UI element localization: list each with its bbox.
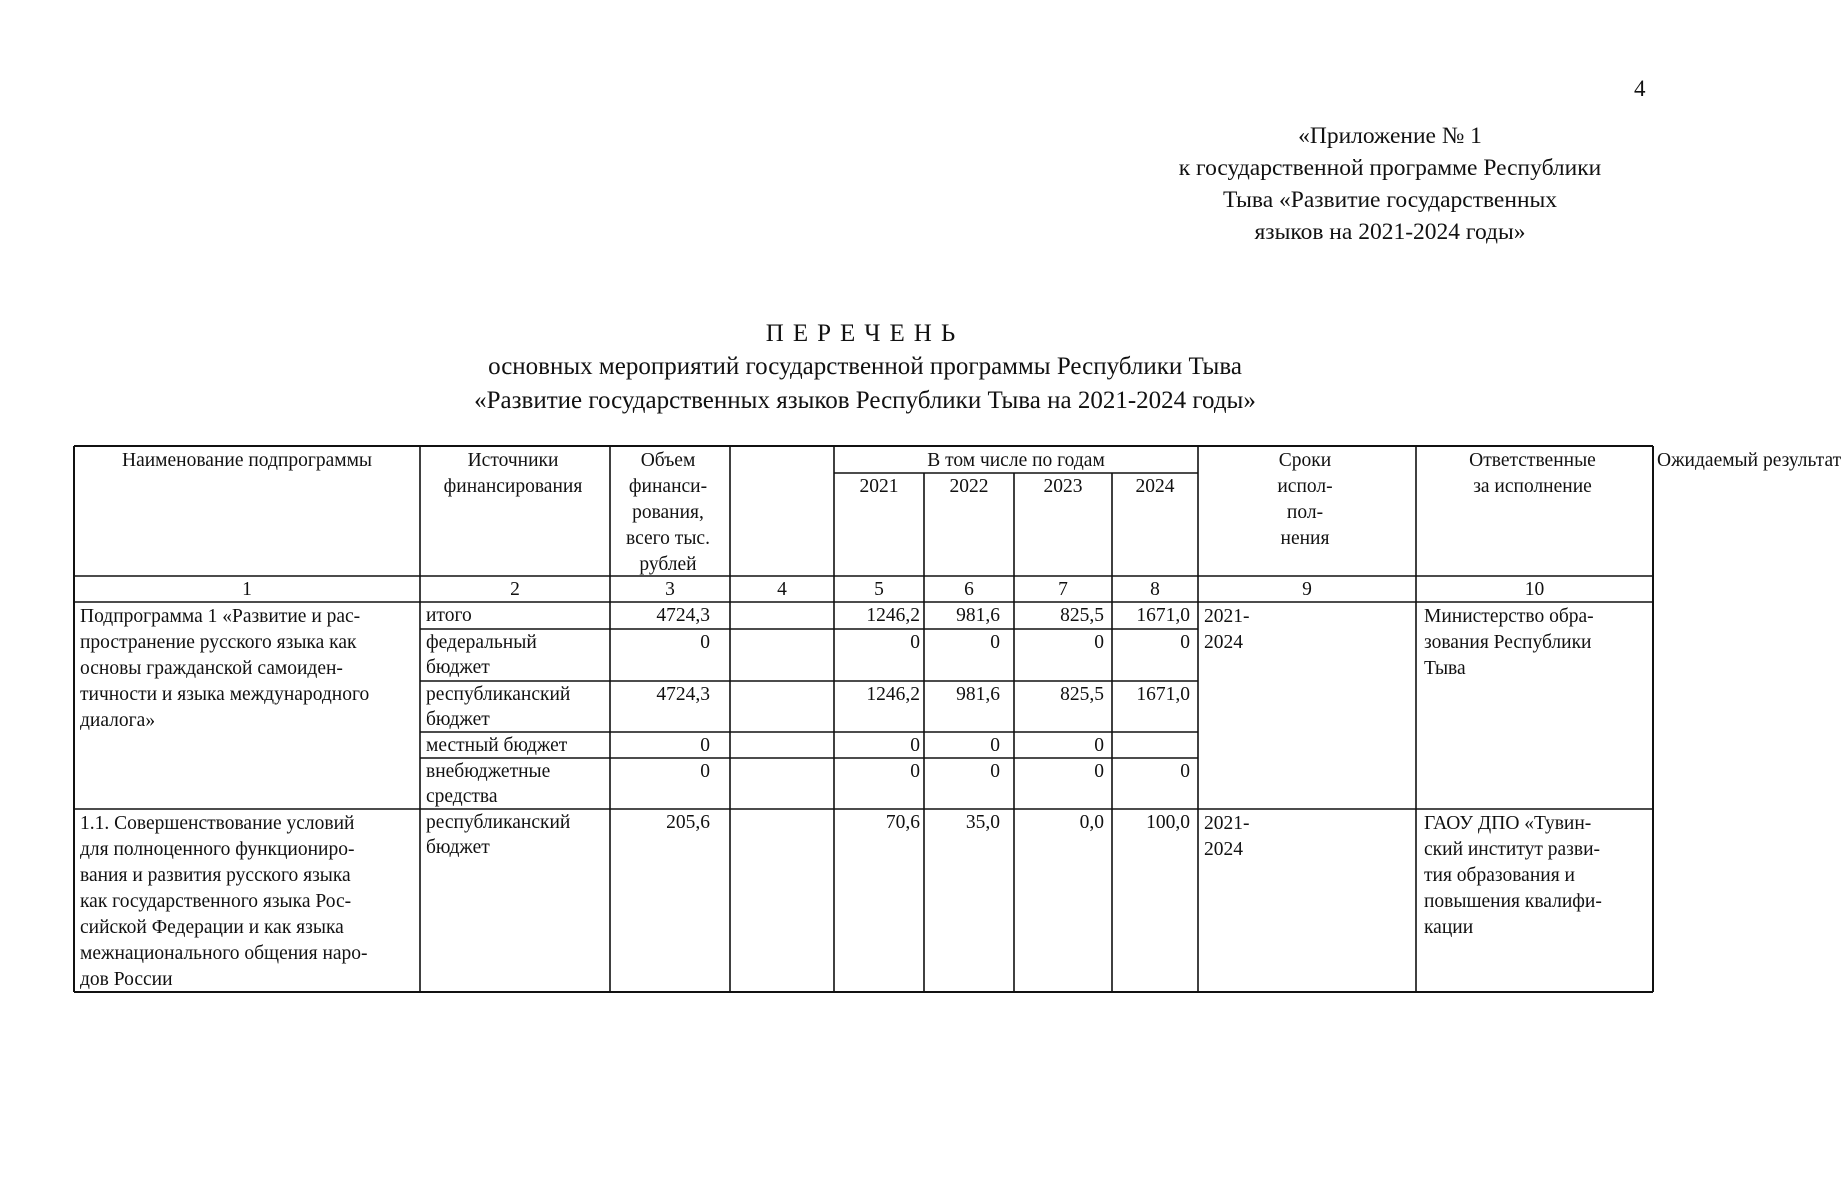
appendix-line: к государственной программе Республики: [1178, 155, 1602, 181]
row-term-line: 2021-: [1204, 606, 1250, 627]
financing-source: бюджет: [426, 837, 490, 858]
appendix-block: [1120, 120, 1660, 248]
header-volume: рублей: [639, 554, 697, 575]
financing-2022: 0: [990, 761, 1000, 782]
financing-2024: 1671,0: [1136, 605, 1190, 626]
header-year: 2024: [1135, 476, 1175, 497]
financing-total: 0: [700, 632, 710, 653]
header-volume: Объем: [640, 450, 696, 471]
column-number: 4: [777, 579, 787, 600]
page-number: 4: [1634, 76, 1646, 101]
financing-source: бюджет: [426, 709, 490, 730]
financing-source: республиканский: [426, 684, 571, 705]
appendix-line: Тыва «Развитие государственных: [1222, 187, 1558, 213]
header-result: Ожидаемый результат: [1657, 450, 1841, 471]
header-terms: Сроки: [1278, 450, 1332, 471]
financing-source: внебюджетные: [426, 761, 551, 782]
row-name-line: тичности и языка международного: [80, 684, 370, 705]
appendix-line: «Приложение № 1: [1298, 123, 1482, 149]
row-responsible-line: тия образования и: [1424, 865, 1575, 886]
financing-2022: 981,6: [956, 684, 1000, 705]
financing-2023: 0: [1094, 735, 1104, 756]
financing-2021: 1246,2: [866, 605, 920, 626]
financing-2023: 0: [1094, 632, 1104, 653]
row-term-line: 2024: [1204, 632, 1243, 653]
row-name-line: вания и развития русского языка: [80, 865, 351, 886]
financing-2022: 0: [990, 735, 1000, 756]
financing-source: итого: [426, 605, 472, 626]
financing-2021: 0: [910, 632, 920, 653]
financing-2022: 35,0: [965, 812, 1000, 833]
financing-2021: 0: [910, 761, 920, 782]
header-sources: Источники: [467, 450, 559, 471]
appendix-line: языков на 2021-2024 годы»: [1254, 219, 1526, 245]
header-years-group: В том числе по годам: [927, 450, 1105, 471]
financing-source: республиканский: [426, 812, 571, 833]
row-term-line: 2024: [1204, 839, 1243, 860]
financing-total: 205,6: [666, 812, 710, 833]
row-name-line: Подпрограмма 1 «Развитие и рас-: [80, 606, 361, 627]
row-name-line: как государственного языка Рос-: [80, 891, 352, 912]
financing-2024: 0: [1180, 761, 1190, 782]
financing-total: 4724,3: [656, 605, 710, 626]
header-year: 2021: [859, 476, 899, 497]
header-volume: рования,: [632, 502, 704, 523]
row-responsible-line: повышения квалифи-: [1424, 891, 1602, 912]
row-responsible-line: зования Республики: [1424, 632, 1592, 653]
financing-2024: 1671,0: [1136, 684, 1190, 705]
financing-source: федеральный: [426, 632, 537, 653]
header-name: Наименование подпрограммы: [121, 450, 373, 471]
column-number: 1: [242, 579, 252, 600]
financing-total: 0: [700, 761, 710, 782]
financing-source: местный бюджет: [426, 735, 568, 756]
document-subtitle: «Развитие государственных языков Республики Тыва на 2021-2024 годы»: [474, 387, 1256, 414]
row-name-line: сийской Федерации и как языка: [80, 917, 344, 938]
row-name-line: дов России: [80, 969, 173, 990]
financing-2022: 981,6: [956, 605, 1000, 626]
column-number: 3: [665, 579, 675, 600]
measures-table: [74, 446, 1841, 992]
financing-total: 0: [700, 735, 710, 756]
financing-2023: 0,0: [1079, 812, 1104, 833]
row-responsible-line: кации: [1424, 917, 1474, 938]
row-name-line: основы гражданской самоиден-: [80, 658, 343, 679]
document-subtitle: основных мероприятий государственной программы Республики Тыва: [488, 353, 1242, 380]
financing-source: средства: [426, 786, 498, 807]
column-number: 7: [1058, 579, 1068, 600]
row-responsible-line: Министерство обра-: [1424, 606, 1594, 627]
row-term-line: 2021-: [1204, 813, 1250, 834]
header-sources: финансирования: [443, 476, 583, 497]
row-responsible-line: Тыва: [1424, 658, 1466, 679]
document-title: ПЕРЕЧЕНЬ: [765, 320, 965, 347]
financing-2021: 70,6: [885, 812, 920, 833]
row-name-line: пространение русского языка как: [80, 632, 357, 653]
header-volume: всего тыс.: [626, 528, 710, 549]
header-terms: испол-: [1277, 476, 1333, 497]
column-number: 5: [874, 579, 884, 600]
financing-2024: 0: [1180, 632, 1190, 653]
header-year: 2022: [949, 476, 989, 497]
column-number: 2: [510, 579, 520, 600]
financing-2021: 0: [910, 735, 920, 756]
row-responsible-line: ский институт разви-: [1424, 839, 1601, 860]
header-terms: пол-: [1286, 502, 1324, 523]
document-heading: [0, 318, 1730, 418]
column-number: 9: [1302, 579, 1312, 600]
header-year: 2023: [1043, 476, 1083, 497]
row-name-line: 1.1. Совершенствование условий: [80, 813, 355, 834]
header-responsible: за исполнение: [1473, 476, 1592, 497]
header-volume: финанси-: [628, 476, 708, 497]
row-name-line: диалога»: [80, 710, 156, 731]
financing-2024: 100,0: [1146, 812, 1190, 833]
row-responsible-line: ГАОУ ДПО «Тувин-: [1424, 813, 1592, 834]
financing-source: бюджет: [426, 657, 490, 678]
column-number: 10: [1524, 579, 1545, 600]
financing-total: 4724,3: [656, 684, 710, 705]
row-name-line: для полноценного функциониро-: [80, 839, 355, 860]
financing-2022: 0: [990, 632, 1000, 653]
row-name-line: межнационального общения наро-: [80, 943, 368, 964]
column-number: 6: [964, 579, 974, 600]
column-number: 8: [1150, 579, 1160, 600]
financing-2023: 825,5: [1060, 605, 1104, 626]
financing-2023: 0: [1094, 761, 1104, 782]
financing-2021: 1246,2: [866, 684, 920, 705]
header-terms: нения: [1280, 528, 1330, 549]
financing-2023: 825,5: [1060, 684, 1104, 705]
header-responsible: Ответственные: [1469, 450, 1596, 471]
